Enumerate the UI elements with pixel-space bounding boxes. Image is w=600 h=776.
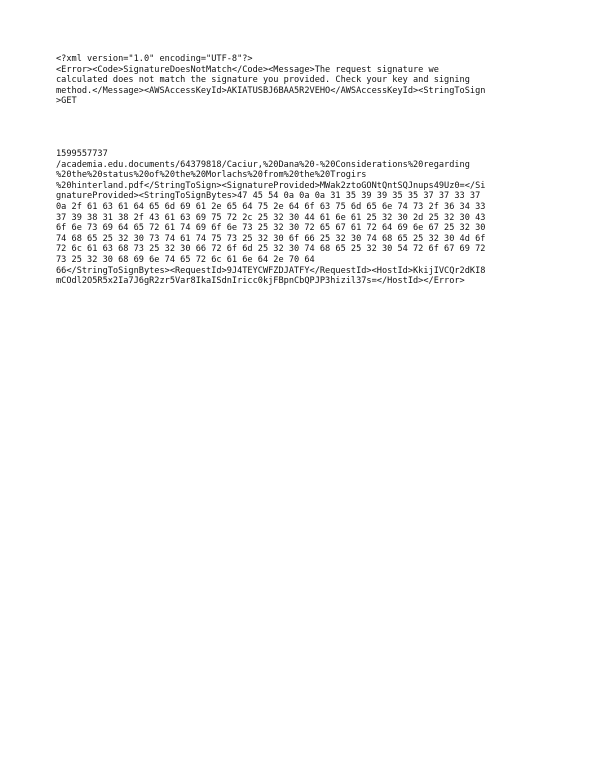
text-line: %20hinterland.pdf</StringToSign><SignatureProvided>MWak2ztoGONtQntSQJnups49Uz0=</Si [56, 180, 486, 191]
text-line: 66</StringToSignBytes><RequestId>9J4TEYCWFZDJATFY</RequestId><HostId>KkijIVCQr2dKI8 [56, 265, 486, 276]
text-line: <Error><Code>SignatureDoesNotMatch</Code><Message>The request signature we [56, 64, 439, 75]
text-line: %20the%20status%20of%20the%20Morlachs%20from%20the%20Trogirs [56, 170, 367, 181]
text-line: 0a 2f 61 63 61 64 65 6d 69 61 2e 65 64 75 2e 64 6f 63 75 6d 65 6e 74 73 2f 36 34 33 [56, 201, 486, 212]
text-line: 6f 6e 73 69 64 65 72 61 74 69 6f 6e 73 25 32 30 72 65 67 61 72 64 69 6e 67 25 32 30 [56, 223, 486, 234]
text-line: 72 6c 61 63 68 73 25 32 30 66 72 6f 6d 25 32 30 74 68 65 25 32 30 54 72 6f 67 69 72 [56, 244, 486, 255]
text-line: >GET [56, 96, 77, 107]
text-line: mCOdl2O5R5x2Ia7J6gR2zr5Var8IkaISdnIricc0kjFBpnCbQPJP3hizil37s=</HostId></Error> [56, 276, 465, 287]
text-line: <?xml version="1.0" encoding="UTF-8"?> [56, 54, 253, 64]
text-line: gnatureProvided><StringToSignBytes>47 45 54 0a 0a 0a 31 35 39 39 35 35 37 37 33 37 [56, 191, 481, 202]
text-line: method.</Message><AWSAccessKeyId>AKIATUSBJ6BAA5R2VEHO</AWSAccessKeyId><StringToSign [56, 85, 486, 96]
text-line: 73 25 32 30 68 69 6e 74 65 72 6c 61 6e 64 2e 70 64 [56, 254, 315, 265]
blank-gap [56, 107, 548, 149]
xml-error-document [56, 54, 548, 287]
text-line: calculated does not match the signature you provided. Check your key and signing [56, 75, 470, 86]
text-line: 1599557737 [56, 148, 108, 159]
xml-block-header [56, 54, 548, 107]
xml-block-body [56, 149, 548, 287]
text-line: /academia.edu.documents/64379818/Caciur,%20Dana%20-%20Considerations%20regarding [56, 159, 470, 170]
text-line: 37 39 38 31 38 2f 43 61 63 69 75 72 2c 25 32 30 44 61 6e 61 25 32 30 2d 25 32 30 43 [56, 212, 486, 223]
text-line: 74 68 65 25 32 30 73 74 61 74 75 73 25 32 30 6f 66 25 32 30 74 68 65 25 32 30 4d 6f [56, 233, 486, 244]
